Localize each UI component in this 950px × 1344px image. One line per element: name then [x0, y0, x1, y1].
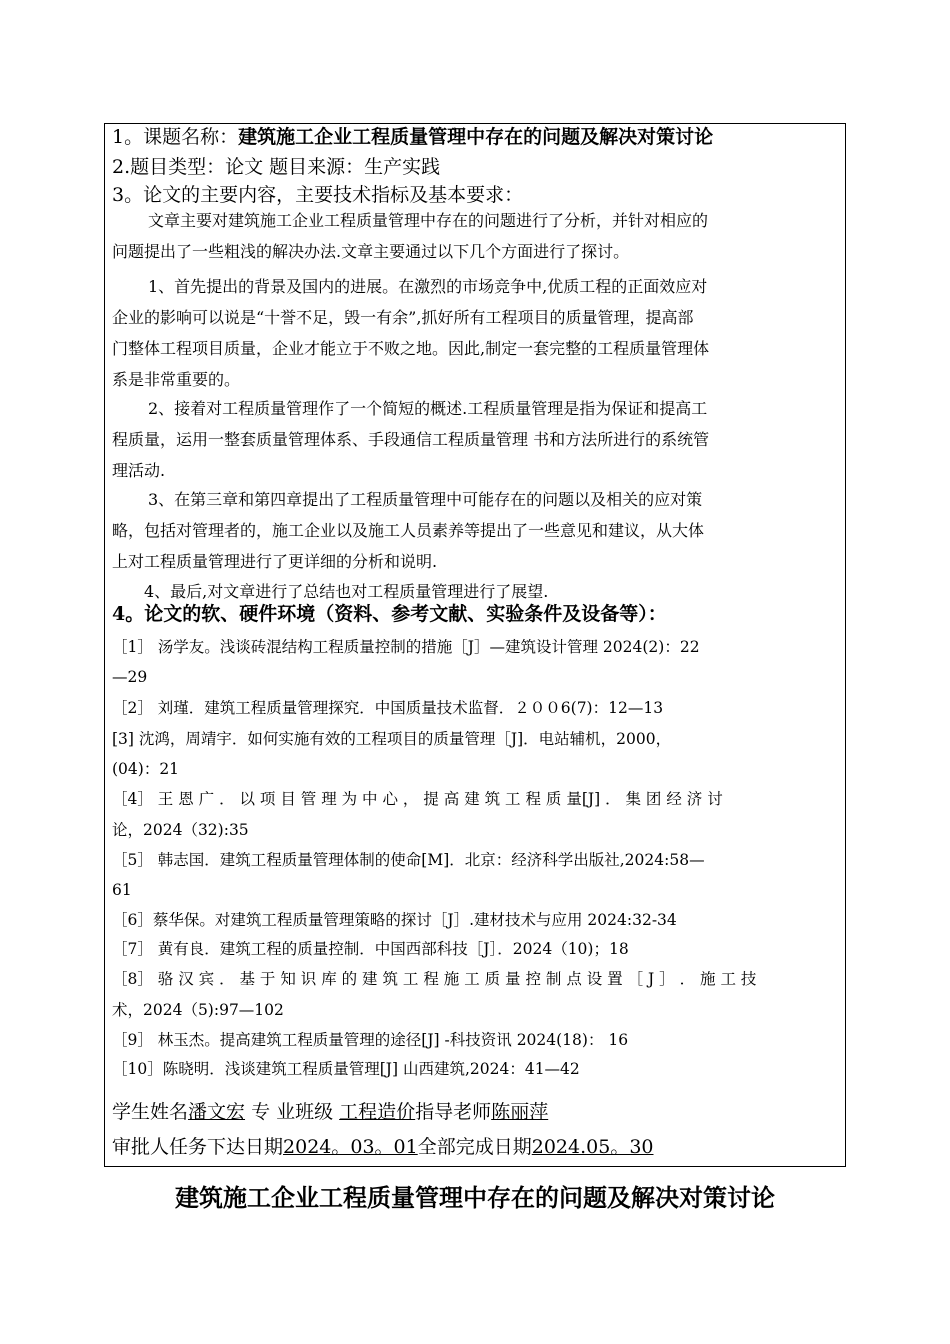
type-line: 2.题目类型：论文 题目来源：生产实践: [112, 156, 441, 178]
document-title: 建筑施工企业工程质量管理中存在的问题及解决对策讨论: [175, 1183, 775, 1212]
content-line: 文章主要对建筑施工企业工程质量管理中存在的问题进行了分析，并针对相应的: [148, 211, 709, 230]
class-label: 专 业班级: [245, 1101, 340, 1123]
content-line: 上对工程质量管理进行了更详细的分析和说明.: [112, 552, 438, 571]
complete-label: 全部完成日期: [417, 1136, 532, 1158]
content-line: 2、接着对工程质量管理作了一个简短的概述.工程质量管理是指为保证和提高工: [148, 399, 708, 418]
content-line: 门整体工程项目质量，企业才能立于不败之地。因此,制定一套完整的工程质量管理体: [112, 339, 710, 358]
student-info-line: [112, 1101, 548, 1124]
reference-line: ［10］陈晓明．浅谈建筑工程质量管理[J] 山西建筑,2024：41—42: [112, 1060, 580, 1078]
topic-label: 1。课题名称：: [112, 126, 239, 148]
student-label: 学生姓名: [112, 1101, 189, 1123]
env-heading: 4。论文的软、硬件环境（资料、参考文献、实验条件及设备等）：: [112, 603, 667, 625]
content-line: 4、最后,对文章进行了总结也对工程质量管理进行了展望.: [144, 582, 549, 601]
reference-line: 61: [112, 881, 132, 899]
content-heading: 3。论文的主要内容，主要技术指标及基本要求：: [112, 184, 524, 206]
content-line: 系是非常重要的。: [112, 370, 241, 389]
reference-line: ［7］ 黄有良．建筑工程的质量控制．中国西部科技［J］．2024（10)；18: [112, 940, 629, 958]
content-line: 程质量，运用一整套质量管理体系、手段通信工程质量管理 书和方法所进行的系统管: [112, 430, 710, 449]
assign-date: 2024。03。01: [283, 1136, 418, 1158]
advisor-name: 陈丽萍: [491, 1101, 549, 1123]
content-line: 1、首先提出的背景及国内的进展。在激烈的市场竞争中,优质工程的正面效应对: [148, 277, 708, 296]
content-line: 略，包括对管理者的，施工企业以及施工人员素养等提出了一些意见和建议，从大体: [112, 521, 705, 540]
reference-line: 论，2024（32):35: [112, 821, 249, 839]
topic-line: [112, 126, 713, 149]
reference-line: ［6］蔡华保。对建筑工程质量管理策略的探讨［J］.建材技术与应用 2024:32-34: [112, 911, 677, 929]
reference-line: ［1］ 汤学友。浅谈砖混结构工程质量控制的措施［J］—建筑设计管理 2024(2)：22: [112, 638, 700, 656]
reference-line: (04)：21: [112, 760, 180, 778]
content-line: 问题提出了一些粗浅的解决办法.文章主要通过以下几个方面进行了探讨。: [112, 242, 630, 261]
complete-date: 2024.05。30: [531, 1136, 654, 1158]
advisor-label: 指导老师: [415, 1101, 492, 1123]
reference-line: ［9］ 林玉杰。提高建筑工程质量管理的途径[J] -科技资讯 2024(18)： 16: [112, 1031, 629, 1049]
reference-line: 术，2024（5):97—102: [112, 1001, 284, 1019]
student-name: 潘文宏: [188, 1101, 246, 1123]
date-line: [112, 1136, 654, 1159]
reference-line: ［5］ 韩志国．建筑工程质量管理体制的使命[M]．北京：经济科学出版社,2024:58—: [112, 851, 705, 869]
topic-title: 建筑施工企业工程质量管理中存在的问题及解决对策讨论: [238, 126, 714, 148]
approve-label: 审批人任务下达日期: [112, 1136, 284, 1158]
content-line: 理活动.: [112, 461, 166, 480]
reference-line: —29: [112, 668, 148, 686]
class-name: 工程造价: [339, 1101, 416, 1123]
reference-line: [3] 沈鸿，周靖宇．如何实施有效的工程项目的质量管理［J]．电站辅机，2000，: [112, 730, 672, 748]
content-line: 3、在第三章和第四章提出了工程质量管理中可能存在的问题以及相关的应对策: [148, 490, 703, 509]
reference-line: ［2］ 刘瑾．建筑工程质量管理探究．中国质量技术监督．２００6(7)：12—13: [112, 699, 664, 717]
reference-line: ［4］ 王 恩 广 ． 以 项 目 管 理 为 中 心 ， 提 高 建 筑 工 程 质 量[J] ． 集 团 经 济 讨: [112, 790, 723, 808]
reference-line: ［8］ 骆 汉 宾 ． 基 于 知 识 库 的 建 筑 工 程 施 工 质 量 控 制 点 设 置 ［ J ］ ． 施 工 技: [112, 970, 757, 988]
content-line: 企业的影响可以说是“十誉不足，毁一有余”,抓好所有工程项目的质量管理，提高部: [112, 308, 694, 327]
